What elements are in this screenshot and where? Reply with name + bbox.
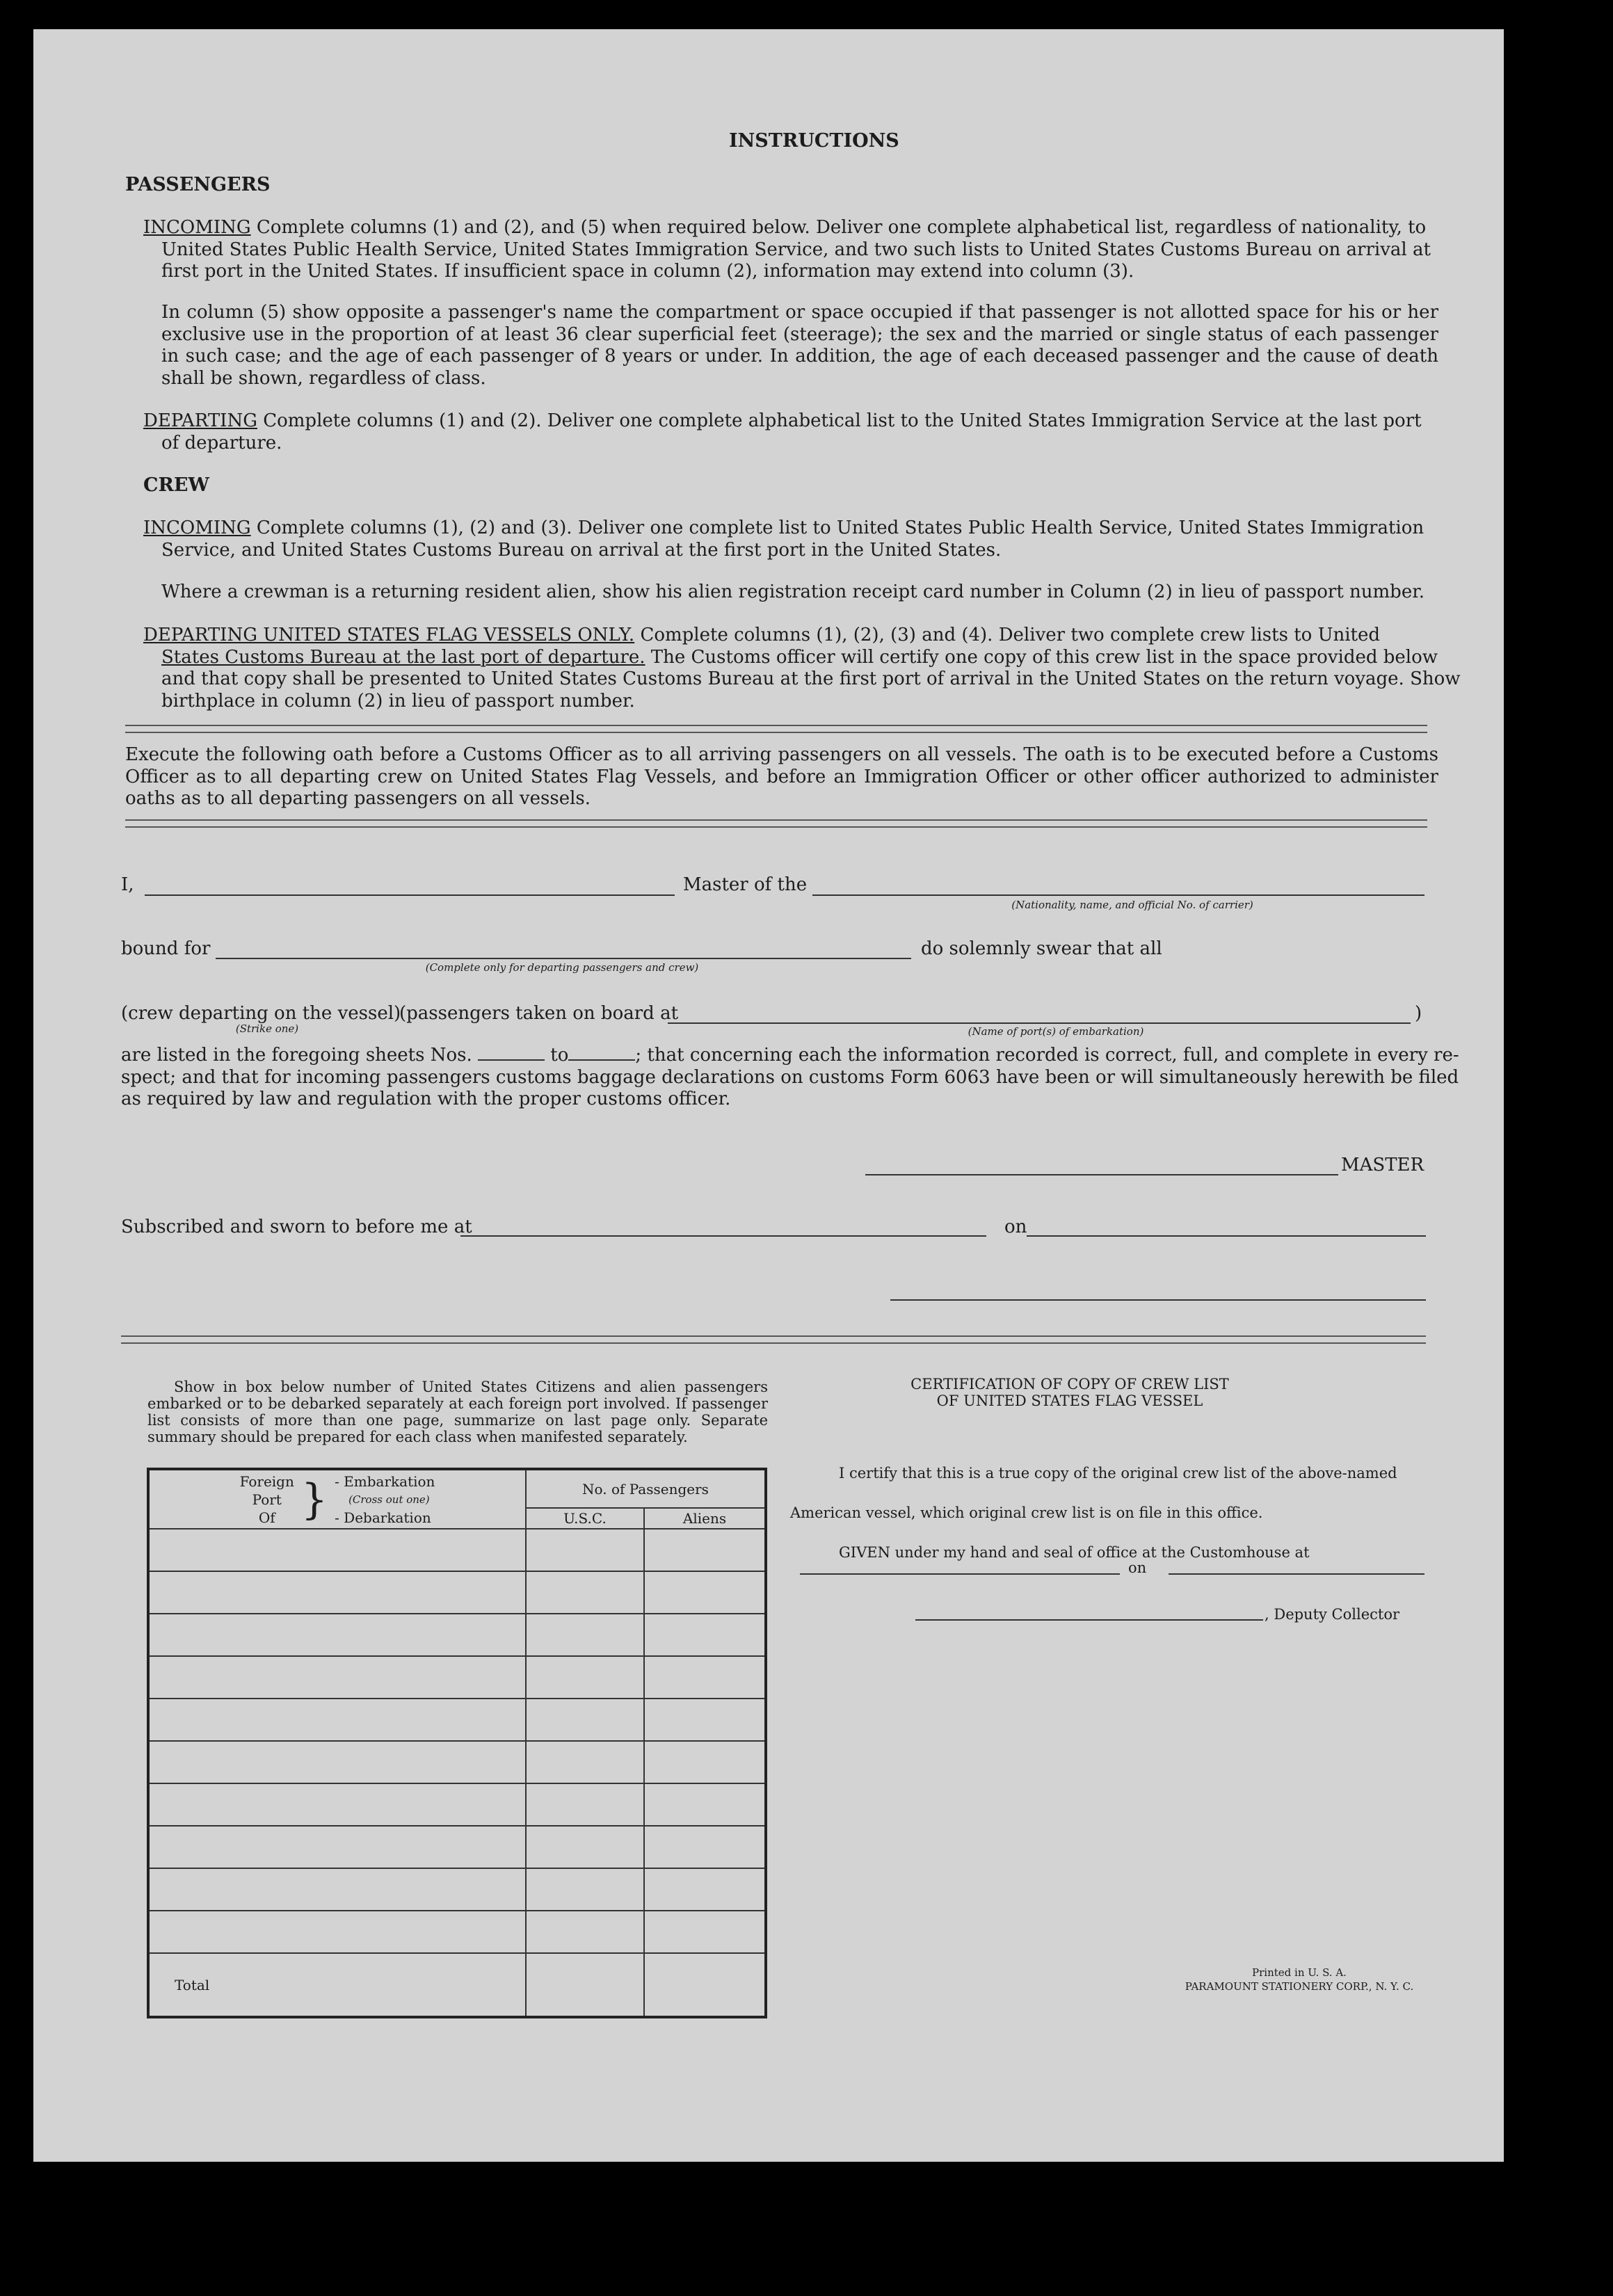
- sheet-to-field[interactable]: [568, 1059, 635, 1061]
- table-row: [148, 1614, 766, 1656]
- passengers-incoming-paragraph: INCOMING Complete columns (1) and (2), and (5) when required below. Deliver one complete alphabetical list, regardless of nationality, to United States Public Health Service, United States Immigration Service, and two such lists to United States Customs Bureau on arrival at first port in the United States. If insufficient space in column (2), information may extend into column (3).: [143, 217, 1431, 282]
- deputy-collector-label: , Deputy Collector: [1265, 1606, 1400, 1623]
- customhouse-field[interactable]: [800, 1573, 1120, 1575]
- total-aliens-cell[interactable]: [644, 1953, 766, 2017]
- oath-listed-paragraph: are listed in the foregoing sheets Nos. to ; that concerning each the information recorded is correct, full, and complete in every re- spect; and that for incoming passengers customs baggage declarations on customs Form 6063 have been or will simultaneously herewith be filed as required by law and regulation with the proper customs officer.: [121, 1045, 1459, 1109]
- total-row: [148, 1953, 766, 2017]
- certification-line3: GIVEN under my hand and seal of office at the Customhouse at: [839, 1544, 1310, 1561]
- oath-i-label: I,: [121, 874, 134, 895]
- oath-instruction: Execute the following oath before a Customs Officer as to all arriving passengers on all vessels. The oath is to be executed before a Customs Officer as to all departing crew on United States Flag Vessels, and before an Immigration Officer or other officer authorized to administer oaths as to all departing passengers on all vessels.: [125, 744, 1438, 809]
- no-passengers-header: No. of Passengers: [526, 1469, 766, 1508]
- subscribed-label: Subscribed and sworn to before me at: [121, 1217, 472, 1237]
- incoming-label: INCOMING: [143, 217, 251, 238]
- table-row: [148, 1911, 766, 1953]
- total-usc-cell[interactable]: [526, 1953, 644, 2017]
- certification-title: CERTIFICATION OF COPY OF CREW LIST OF UNITED STATES FLAG VESSEL: [910, 1376, 1229, 1409]
- master-signature-field[interactable]: [865, 1174, 1338, 1175]
- table-row: [148, 1741, 766, 1783]
- certification-line1: I certify that this is a true copy of the original crew list of the above-named: [839, 1465, 1397, 1482]
- bound-for-label: bound for: [121, 938, 211, 959]
- certification-line2: American vessel, which original crew list is on file in this office.: [790, 1504, 1263, 1521]
- carrier-field[interactable]: [812, 894, 1425, 896]
- crew-incoming-paragraph: INCOMING Complete columns (1), (2) and (3). Deliver one complete list to United States Public Health Service, United States Immigration Service, and United States Customs Bureau on arrival at the first port in the United States.: [143, 517, 1425, 561]
- carrier-caption: (Nationality, name, and official No. of carrier): [1011, 899, 1253, 911]
- swear-label: do solemnly swear that all: [921, 938, 1162, 959]
- master-label: MASTER: [1341, 1155, 1425, 1175]
- divider: [125, 725, 1427, 733]
- divider: [121, 1335, 1426, 1344]
- certification-on-label: on: [1128, 1559, 1147, 1576]
- flag-vessels-paragraph: DEPARTING UNITED STATES FLAG VESSELS ONLY. Complete columns (1), (2), (3) and (4). Deliver two complete crew lists to United States Customs Bureau at the last port of departure. The Customs officer will certify one copy of this crew list in the space provided below and that copy shall be presented to United States Customs Bureau at the first port of arrival in the United States on the return voyage. Show birthplace in column (2) in lieu of passport number.: [143, 625, 1461, 712]
- table-row: [148, 1826, 766, 1868]
- crew-departing-label: (crew departing on the vessel): [121, 1003, 401, 1024]
- brace-symbol: }: [300, 1475, 328, 1524]
- aliens-header: Aliens: [644, 1508, 766, 1529]
- form-page: INSTRUCTIONS PASSENGERS INCOMING Complete columns (1) and (2), and (5) when required below. Deliver one complete alphabetical list, regardless of nationality, to United States Public Health Service, United States Immigration Service, and two such lists to United States Customs Bureau on arrival at first port in the United States. If insufficient space in column (2), information may extend into column (3). In column (5) show opposite a passenger's name the compartment or space occupied if that passenger is not allotted space for his or her exclusive use in the proportion of at least 36 clear superficial feet (steerage); the sex and the married or single status of each passenger in such case; and the age of each passenger of 8 years or under. In addition, the age of each deceased passenger and the cause of death shall be shown, regardless of class. DEPARTING Complete columns (1) and (2). Deliver one complete alphabetical list to the United States Immigration Service at the last port of departure. CREW INCOMING Complete columns (1), (2) and (3). Deliver one complete list to United States Public Health Service, United States Immigration Service, and United States Customs Bureau on arrival at the first port in the United States. Where a crewman is a returning resident alien, show his alien registration receipt card number in Column (2) in lieu of passport number. DEPARTING UNITED STATES FLAG VESSELS ONLY. Complete columns (1), (2), (3) and (4). Deliver two complete crew lists to United States Customs Bureau at the last port of departure. The Customs officer will certify one copy of this crew list in the space provided below and that copy shall be presented to United States Customs Bureau at the first port of arrival in the United States on the return voyage. Show birthplace in column (2) in lieu of passport number. Execute the following oath before a Customs Officer as to all arriving passengers on all vessels. The oath is to be executed before a Customs Officer as to all departing crew on United States Flag Vessels, and before an Immigration Officer or other officer authorized to administer oaths as to all departing passengers on all vessels. I, Master of the (Nationality, name, and official No. of carrier) bound for (Complete only for departing passengers and crew) do solemnly swear that all (crew departing on the vessel) (Strike one) (passengers taken on board at ) (Name of port(s) of embarkation) are listed in the foregoing sheets Nos. to ; that concerning each the information recorded is correct, full, and complete in every re- spect; and that for incoming passengers customs baggage declarations on customs Form 6063 have been or will simultaneously herewith be filed as required by law and regulation with the proper customs officer. MASTER Subscribed and sworn to before me at on Show in box below number of United States Citizens and alien passengers embarked or to be debarked separately at each foreign port involved. If passenger list consists of more than one page, summarize on last page only. Separate summary should be prepared for each class when manifested separately. CERTIFICATION OF COPY OF CREW LIST OF UNITED STATES FLAG VESSEL I certify that this is a true copy of the original crew list of the above-named American vessel, which original crew list is on file in this office. GIVEN under my hand and seal of office at the Customhouse at on , Deputy Collector Foreign Port Of } - Embarkation (Cross out one) - Debarkation No. of Passengers U.S.C. Aliens Total Printed in U. S. A. PARAMOUNT STATIONERY CORP., N. Y. C.: [33, 29, 1504, 2162]
- passengers-departing-paragraph: DEPARTING Complete columns (1) and (2). Deliver one complete alphabetical list to the United States Immigration Service at the last port of departure.: [143, 410, 1422, 453]
- master-name-field[interactable]: [145, 894, 675, 896]
- deputy-signature-field[interactable]: [915, 1619, 1263, 1621]
- ports-embarkation-field[interactable]: [668, 1022, 1411, 1024]
- crew-incoming-label: INCOMING: [143, 517, 251, 538]
- departing-label: DEPARTING: [143, 410, 257, 431]
- sworn-place-field[interactable]: [460, 1235, 986, 1237]
- passengers-taken-label: (passengers taken on board at: [399, 1003, 679, 1024]
- total-label: Total: [148, 1953, 526, 2017]
- ports-caption: (Name of port(s) of embarkation): [968, 1025, 1144, 1038]
- strike-caption: (Strike one): [235, 1022, 299, 1035]
- bound-for-field[interactable]: [216, 958, 911, 959]
- passengers-header: PASSENGERS: [125, 174, 271, 195]
- column5-paragraph: In column (5) show opposite a passenger's name the compartment or space occupied if that passenger is not allotted space for his or her exclusive use in the proportion of at least 36 clear superficial feet (steerage); the sex and the married or single status of each passenger in such case; and the age of each passenger of 8 years or under. In addition, the age of each deceased passenger and the cause of death shall be shown, regardless of class.: [161, 302, 1438, 389]
- officer-signature-field[interactable]: [890, 1299, 1426, 1301]
- ports-passengers-table: [147, 1468, 767, 2018]
- sworn-date-field[interactable]: [1027, 1235, 1426, 1237]
- divider: [125, 819, 1427, 828]
- usc-header: U.S.C.: [526, 1508, 644, 1529]
- instructions-title: INSTRUCTIONS: [729, 130, 899, 152]
- crew-header: CREW: [143, 474, 209, 496]
- table-row: [148, 1868, 766, 1911]
- sheet-from-field[interactable]: [478, 1059, 545, 1061]
- master-of-label: Master of the: [683, 874, 808, 895]
- table-row: [148, 1656, 766, 1699]
- certification-date-field[interactable]: [1169, 1573, 1425, 1575]
- box-instruction: Show in box below number of United States Citizens and alien passengers embarked or to be debarked separately at each foreign port involved. If passenger list consists of more than one page, summarize on last page only. Separate summary should be prepared for each class when manifested separately.: [147, 1379, 768, 1445]
- bound-caption: (Complete only for departing passengers and crew): [425, 961, 699, 974]
- printer-imprint: Printed in U. S. A. PARAMOUNT STATIONERY CORP., N. Y. C.: [1185, 1966, 1414, 1993]
- flag-vessels-label: DEPARTING UNITED STATES FLAG VESSELS ONLY.: [143, 625, 635, 645]
- table-row: [148, 1571, 766, 1614]
- sworn-on-label: on: [1004, 1217, 1027, 1237]
- table-row: [148, 1699, 766, 1741]
- table-row: [148, 1529, 766, 1571]
- foreign-port-header: Foreign Port Of } - Embarkation (Cross out one) - Debarkation: [148, 1469, 526, 1529]
- table-row: [148, 1783, 766, 1826]
- crewman-paragraph: Where a crewman is a returning resident alien, show his alien registration receipt card number in Column (2) in lieu of passport number.: [161, 581, 1425, 602]
